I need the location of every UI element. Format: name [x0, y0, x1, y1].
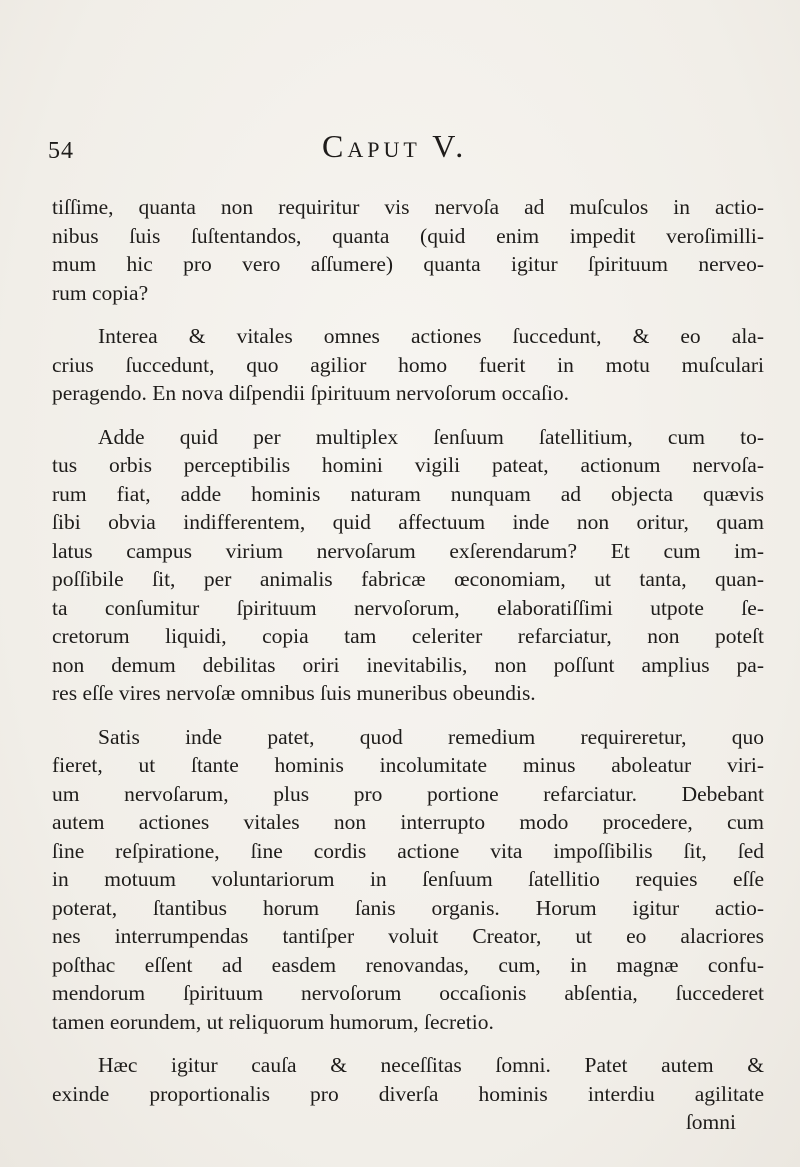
text-line: Adde quid per multiplex ſenſuum ſatellitium, cum to-: [98, 424, 764, 449]
text-line: ta conſumitur ſpirituum nervoſorum, elaboratiſſimi utpote ſe-: [52, 595, 764, 620]
text-line: ſibi obvia indifferentem, quid affectuum inde non oritur, quam: [52, 510, 764, 534]
paragraph: [52, 1051, 764, 1137]
text-line: Hæc igitur cauſa & neceſſitas ſomni. Patet autem &: [98, 1053, 764, 1077]
text-line: nibus ſuis ſuſtentandos, quanta (quid enim impedit veroſimilli-: [52, 223, 764, 248]
text-line: poſthac eſſent ad easdem renovandas, cum, in magnæ confu-: [52, 952, 764, 977]
text-line: Interea & vitales omnes actiones ſuccedunt, & eo ala-: [98, 324, 764, 348]
text-line: poterat, ſtantibus horum ſanis organis. Horum igitur actio-: [52, 895, 764, 920]
page-number: 54: [48, 138, 74, 164]
text-line: um nervoſarum, plus pro portione refarciatur. Debebant: [52, 781, 764, 806]
text-line: tamen eorundem, ut reliquorum humorum, ſecretio.: [52, 1009, 494, 1034]
body-text: [52, 193, 764, 1152]
text-line: tiſſime, quanta non requiritur vis nervoſa ad muſculos in actio-: [52, 195, 764, 219]
catchword: ſomni: [685, 1110, 736, 1134]
text-line: fieret, ut ſtante hominis incolumitate minus aboleatur viri-: [52, 753, 764, 777]
text-line: in motuum voluntariorum in ſenſuum ſatellitio requies eſſe: [52, 867, 764, 891]
text-line: rum copia?: [52, 280, 149, 305]
text-line: Satis inde patet, quod remedium requireretur, quo: [98, 724, 764, 749]
text-line: exinde proportionalis pro diverſa hominis interdiu agilitate: [52, 1081, 764, 1106]
text-line: latus campus virium nervoſarum exſerendarum? Et cum im-: [52, 538, 764, 563]
text-line: nes interrumpendas tantiſper voluit Creator, ut eo alacriores: [52, 924, 764, 948]
text-line: mum hic pro vero aſſumere) quanta igitur ſpirituum nerveo-: [52, 252, 764, 276]
running-head: Caput V.: [322, 128, 468, 164]
text-line: rum fiat, adde hominis naturam nunquam ad objecta quævis: [52, 481, 764, 506]
text-line: autem actiones vitales non interrupto modo procedere, cum: [52, 810, 764, 834]
text-line: poſſibile ſit, per animalis fabricæ œconomiam, ut tanta, quan-: [52, 567, 764, 591]
text-line: ſine reſpiratione, ſine cordis actione vita impoſſibilis ſit, ſed: [52, 838, 764, 863]
text-line: crius ſuccedunt, quo agilior homo fuerit in motu muſculari: [52, 352, 764, 377]
paragraph: [52, 723, 764, 1037]
paragraph: [52, 423, 764, 708]
paragraph: [52, 322, 764, 408]
text-line: cretorum liquidi, copia tam celeriter refarciatur, non poteſt: [52, 624, 764, 648]
text-line: mendorum ſpirituum nervoſorum occaſionis abſentia, ſuccederet: [52, 981, 764, 1005]
text-line: res eſſe vires nervoſæ omnibus ſuis muneribus obeundis.: [52, 681, 536, 705]
text-line: non demum debilitas oriri inevitabilis, non poſſunt amplius pa-: [52, 652, 764, 677]
text-line: tus orbis perceptibilis homini vigili pateat, actionum nervoſa-: [52, 453, 764, 477]
paragraph: [52, 193, 764, 307]
text-line: peragendo. En nova diſpendii ſpirituum nervoſorum occaſio.: [52, 381, 570, 405]
